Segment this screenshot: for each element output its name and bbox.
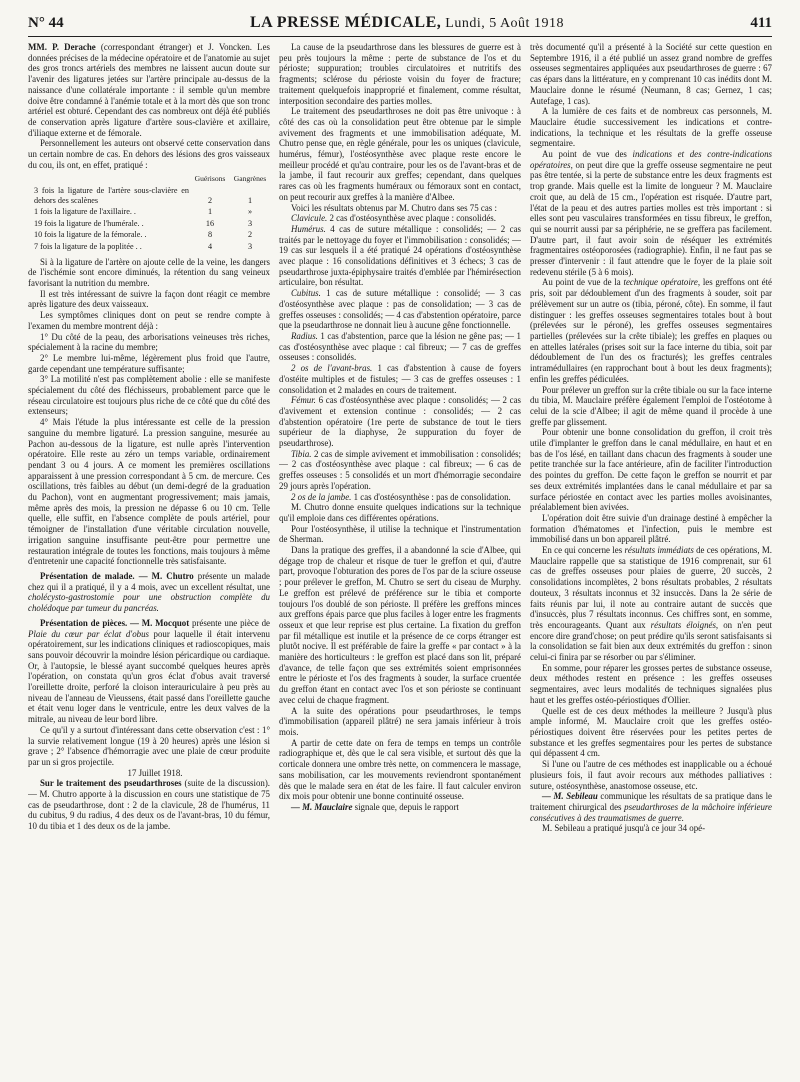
paragraph: très documenté qu'il a présenté à la Société sur cette question en Septembre 1916, il a été publié un assez grand nombre de greffes osseuses segmentaires appliquées aux pseudarthroses de guerre : 67 cas épars dans la littérature, en y comprenant 10 cas inédits dont M. Mauclaire donne le résumé (Neumann, 8 cas; Gernez, 1 cas; Autefage, 1 cas). (530, 42, 772, 106)
paragraph: 1° Du côté de la peau, des arborisations veineuses très riches, spécialement à la racine du membre; (28, 331, 270, 353)
table-header-cell: Guérisons (194, 174, 226, 184)
paragraph: 4° Mais l'étude la plus intéressante est celle de la pression sanguine du membre ligaturé. La pression sanguine, mesurée au Pachon au-dessous de la ligature, est nulle après l'intervention opératoire. Elle reste au zéro un temps variable, ordinairement pendant 3 ou 4 jours. A ce moment les premières oscillations apparaissent à une pression correspondant à 5 cm. de mercure. Ces oscillations, très faibles au début (un demi-degré de la graduation du Pachon), vont en augmentant progressivement; mais jamais, même après des mois, la pression ne dépasse 6 ou 10 cm. Telle quelle, elle suffit, en l'absence complète de pouls artériel, pour témoigner de l'installation d'une véritable circulation nouvelle, irrigation sanguine insuffisante peut-être pour permettre une restauration intégrale de toutes les fonctions, mais toujours à même d'entretenir une capacité fonctionnelle très satisfaisante. (28, 417, 270, 567)
table-cell: 10 fois la ligature de la fémorale. . (34, 230, 147, 240)
speaker-name: — M. Mauclaire (291, 801, 353, 812)
paragraph: Dans la pratique des greffes, il a abandonné la scie d'Albee, qui dégage trop de chaleur et risque de tuer le greffon et qui, d'autre part, provoque l'obturation des pores de l'os par de la sciure osseuse ; pour prélever le greffon, M. Chutro se sert du ciseau de Murphy. Le greffon est prélevé de préférence sur le tibia et comporte toujours l'os doublé de son périoste. Il préfère les greffons minces aux greffons épais parce que plus faciles à loger entre les fragments osseux et que leur reprise est plus certaine. La fixation du greffon par fil métallique est inutile et la présence de ce corps étranger est plutôt nocive. Il est préférable de faire la greffe « par contact » à la manière des horticulteurs : le greffon est placé dans son lit, préparé d'avance, de telle façon que ses extrémités soient emprisonnées entre le périoste et l'os des fragments à souder, la surface cruentée du greffon étant en contact avec l'os et son périoste se continuant avec celui de chaque fragment. (279, 545, 521, 705)
table-row (28, 218, 270, 230)
paragraph (279, 288, 521, 331)
speaker-name: — M. Sebileau (542, 791, 598, 802)
paragraph-text: présente une pièce de (189, 617, 270, 628)
table-cell: 8 (207, 230, 213, 240)
paragraph-text: de ces opérations, M. Mauclaire rappelle que sa statistique de 1916 comprenait, sur 61 cas de greffes osseuses pour plaies de guerre, 20 succès, 2 consolidations incomplètes, 2 bons résultats probables, 2 résultats douteux, 3 résultats inconnus et 32 insuccès. Dans la 2e série de faits réunis par lui, il note au contraire autant de succès que d'insuccès, plus 7 résultats inconnus. Ces chiffres sont, en somme, très encourageants. Quant aux (530, 545, 772, 630)
paragraph (28, 571, 270, 614)
table-cell: 7 fois la ligature de la poplitée . . (34, 242, 142, 251)
paragraph-text: 1 cas d'abstention, parce que la lésion ne gêne pas; — 1 cas d'ostéosynthèse avec plaque : cal fibreux; — 7 cas de greffes osseuses : consolidés. (279, 330, 521, 363)
paragraph: La cause de la pseudarthrose dans les blessures de guerre est à peu près toujours la même : perte de substance de l'os et du périoste; suppuration; troubles circulatoires et nutritifs des fragments; sclérose du périoste voisin du foyer de fracture; traitement quelquefois inapproprié et finalement, comme résultat, interposition secondaire des parties molles. (279, 42, 521, 106)
ligature-table (28, 173, 270, 252)
page-header (28, 14, 772, 37)
paragraph-text: communique les résultats de sa pratique dans le traitement chirurgical des (530, 791, 772, 812)
table-row (28, 241, 270, 253)
table-cell: 1 (207, 207, 213, 217)
paragraph (279, 331, 521, 363)
issue-date: Lundi, 5 Août 1918 (441, 16, 564, 31)
table-cell: 2 (207, 195, 213, 205)
paragraph-italic: indications et des contre-indications opératoires (530, 149, 772, 170)
paragraph-text: signale que, depuis le rapport (352, 801, 459, 812)
table-row (28, 229, 270, 241)
paragraph: M. Sebileau a pratiqué jusqu'à ce jour 34 opé- (542, 823, 706, 834)
section-heading: Sur le traitement des pseudarthroses (40, 778, 182, 789)
bone-label: Humérus. (291, 223, 326, 234)
paragraph-text: En ce qui concerne les (542, 545, 625, 556)
section-heading: Présentation de malade. — M. Chutro (40, 570, 194, 581)
paragraph-text: 4 cas de suture métallique : consolidés; — 2 cas traités par le nettoyage du foyer et l'immobilisation : consolidés; — 19 cas sur lesquels il a été pratiqué 24 opérations d'ostéosynthèse avec plaque : 16 consolidations définitives et 3 échecs; 3 cas de pseudarthrose juxta-épiphysaire traités d'emblée par l'hémirésection articulaire, bon résultat. (279, 223, 521, 288)
paragraph-text: Au point de vue de la (542, 277, 624, 288)
paragraph-text: 1 cas d'ostéosynthèse : pas de consolidation. (351, 491, 511, 502)
paragraph-italic: Plaie du cœur par éclat d'obus (28, 628, 149, 639)
paragraph-text: 2 cas de simple avivement et immobilisation : consolidés; — 2 cas d'ostéosynthèse avec plaque : cal fibreux; — 6 cas de greffes osseuses : 5 consolidés et un mort d'hémorragie secondaire 29 jours après l'opération. (279, 448, 521, 491)
table-row (28, 206, 270, 218)
paragraph-text: pour laquelle il était intervenu opératoirement, sur les indications cliniques et radioscopiques, mais sans pouvoir découvrir la moindre lésion péricardique ou cardiaque. Or, à l'autopsie, le blessé ayant succombé quelques heures après l'opération, on constata qu'un gros éclat d'obus avait traversé l'oreillette droite, perforé la cloison interauriculaire à peu près au niveau de l'anneau de Vieussens, était passé dans l'oreillette gauche et était venu loger dans le ventricule, entre les deux valves de la mitrale, au niveau de leur bord libre. (28, 628, 270, 725)
table-header-row (28, 173, 270, 185)
paragraph (279, 213, 521, 224)
paragraph (28, 618, 270, 725)
table-cell: 3 fois la ligature de l'artère sous-clavière en dehors des scalènes (34, 186, 189, 205)
paragraph: A partir de cette date on fera de temps en temps un contrôle radiographique et, dès que le cal sera visible, et surtout dès que la corticale donnera une ombre très nette, on commencera le massage, sans mobilisation, car les mouvements reviendront spontanément dès que le malade sera en état de les faire. Il faut calculer environ dix mois pour obtenir une bonne continuité osseuse. (279, 737, 521, 802)
table-cell: » (247, 207, 253, 217)
paragraph (279, 363, 521, 395)
paragraph: Si à la ligature de l'artère on ajoute celle de la veine, les dangers de l'ischémie sont encore diminués, la rétention du sang veineux favorisant la nutrition du membre. (28, 256, 270, 288)
journal-name: LA PRESSE MÉDICALE, (249, 14, 442, 31)
section-heading: Présentation de pièces. — M. Mocquot (40, 617, 190, 628)
table-cell: 1 fois la ligature de l'axillaire. . (34, 207, 136, 217)
paragraph-italic: pseudarthroses de la mâchoire inférieure consécutives à des traumatismes de guerre. (530, 801, 772, 823)
paragraph (279, 224, 521, 288)
issue-number: N° 44 (28, 15, 64, 31)
paragraph (28, 42, 270, 138)
table-cell: 16 (205, 218, 215, 228)
table-cell: 3 (247, 242, 253, 251)
authors: MM. P. Derache (28, 42, 96, 52)
paragraph: Le traitement des pseudarthroses ne doit pas être univoque : à côté des cas où la consolidation peut être obtenue par le simple avivement des fragments et une immobilisation adéquate, M. Chutro pense que, en règle générale, pour les os uniques (clavicule, humérus, fémur), l'ostéosynthèse avec plaque reste encore le meilleur procédé et qu'au contraire, pour les os de l'avant-bras et de la jambe, il faut recourir aux greffes; cependant, dans quelques rares cas où les fragments huméraux ou fémoraux sont en contact, on peut recourir aux greffes à la manière d'Albee. (279, 106, 521, 202)
bone-label: Tibia. (291, 448, 312, 459)
bone-label: 2 os de l'avant-bras. (291, 363, 373, 374)
paragraph-italic: résultats éloignés (650, 619, 716, 630)
paragraph-text: 2 cas d'ostéosynthèse avec plaque : consolidés. (327, 213, 496, 224)
paragraph: Pour prélever un greffon sur la crête tibiale ou sur la face interne du tibia, M. Mauclaire préfère également l'emploi de l'ostéotome à celui de la scie d'Albee; il agit de même quand il procède à une greffe par glissement. (530, 384, 772, 427)
paragraph-text: , on peut dire que la greffe osseuse segmentaire ne peut pas être tentée, si la perte de substance entre les deux fragments est trop grande. Mais quelle est la limite de longueur ? M. Mauclaire croit que, au delà de 15 cm., l'opération est risquée. D'autre part, l'état de la peau et des autres parties molles est très important : si elles sont peu vasculaires transformées en tissu fibreux, le greffon, qui se nourrit aussi par sa périphérie, ne se greffera pas facilement. D'autre part, il faut avoir soin de réséquer les extrémités fragmentaires ostéoporosées (radiographie). Enfin, il ne faut pas se presser d'intervenir : il faut attendre que le foyer de la plaie soit redevenu stérile (5 à 6 mois). (530, 159, 772, 277)
bone-label: Clavicule. (291, 213, 328, 224)
paragraph (530, 149, 772, 277)
paragraph: Les symptômes cliniques dont on peut se rendre compte à l'examen du membre montrent déjà : (28, 310, 270, 331)
paragraph (279, 802, 521, 813)
table-header-cell: Gangrènes (233, 174, 267, 184)
paragraph: M. Chutro donne ensuite quelques indications sur la technique qu'il emploie dans ces différentes opérations. (279, 502, 521, 523)
paragraph-text: , on n'en peut encore dire grand'chose; on peut prédire qu'ils seront satisfaisants si la consolidation se fait bien aux deux extrémités du greffon : sinon celui-ci finira par se résorber ou par s'éliminer. (530, 619, 772, 663)
paragraph (530, 791, 772, 823)
paragraph-text: , les greffons ont été pris, soit par dédoublement d'un des fragments à souder, soit par prélèvement sur un autre os (tibia, péroné, côte). En somme, il faut distinguer : les greffes osseuses segmentaires totales bout à bout (prélevées sur le péroné), les greffes osseuses segmentaires partielles (prélevées sur la crête tibiale); les greffes en plaques ou en attelles latérales (prises soit sur la face interne du tibia, soit par dédoublement de l'un des os fracturés); les greffes centrales intramédullaires (en rapprochant bout à bout les deux fragments); enfin les greffes pédiculées. (530, 277, 772, 384)
column-1 (28, 42, 270, 1072)
paragraph-italic: résultats immédiats (624, 545, 694, 556)
paragraph-text: 1 cas de suture métallique : consolidé; — 3 cas d'ostéosynthèse avec plaque : pas de consolidation; — 3 cas de greffes osseuses : consolidés; — 4 cas d'abstention opératoire, parce que la pseudarthrose ne donnait lieu à aucune gêne fonctionnelle. (279, 288, 521, 331)
bone-label: Cubitus. (291, 288, 321, 299)
paragraph: Voici les résultats obtenus par M. Chutro dans ses 75 cas : (291, 202, 497, 213)
bone-label: Fémur. (291, 395, 316, 406)
table-cell: 19 fois la ligature de l'humérale. . (34, 218, 144, 228)
table-cell: 2 (247, 230, 253, 240)
paragraph: A la lumière de ces faits et de nombreux cas personnels, M. Mauclaire étudie successivement les indications et contre-indications, la technique et les résultats de la greffe osseuse segmentaire. (530, 106, 772, 149)
paragraph: A la suite des opérations pour pseudarthroses, le temps d'immobilisation (appareil plâtré) ne sera jamais inférieur à trois mois. (279, 705, 521, 737)
paragraph (279, 449, 521, 492)
paragraph: Pour obtenir une bonne consolidation du greffon, il croit très utile d'implanter le greffon dans le canal médullaire, en haut et en bas de l'os lésé, en taillant dans chacun des fragments à souder une petite tranchée sur la face antérieure, afin de faciliter l'introduction des pointes du greffon. De cette façon le greffon se nourrit et par ses deux extrémités implantées dans le canal médullaire et par sa surface périostée en contact avec les parties molles avoisinantes, préalablement bien avivées. (530, 427, 772, 513)
paragraph-text: présente un malade chez qui il a pratiqué, il y a 4 mois, avec un excellent résultat, une (28, 570, 270, 592)
paragraph-text: Au point de vue des (542, 149, 633, 160)
paragraph (279, 395, 521, 449)
paragraph-text: (suite de la discussion). — M. Chutro apporte à la discussion en cours une statistique de 75 cas de pseudarthrose, dont : 2 de la clavicule, 28 de l'humérus, 11 du cubitus, 9 du radius, 4 des deux os de l'avant-bras, 10 du fémur, 10 du tibia et 1 des deux os de la jambe. (28, 778, 270, 832)
paragraph (28, 778, 270, 832)
table-cell: 1 (247, 195, 253, 205)
paragraph (530, 277, 772, 384)
paragraph: 3° La motilité n'est pas complètement abolie : elle se manifeste spécialement du côté des fléchisseurs, probablement parce que le réseau circulatoire est toujours plus riche de ce côté que du côté des extenseurs; (28, 374, 270, 417)
paragraph: 2° Le membre lui-même, légèrement plus froid que l'autre, garde cependant une température suffisante; (28, 352, 270, 374)
paragraph (530, 545, 772, 663)
table-row (28, 185, 270, 206)
paragraph-text: 6 cas d'ostéosynthèse avec plaque : consolidés; — 2 cas d'avivement et extension continue : consolidés; — 2 cas d'abstention opératoire (1re perte de substance de tout le tiers supérieur de la diaphyse, 2e suppuration du foyer de pseudarthrose). (279, 395, 521, 449)
page-number: 411 (750, 15, 772, 31)
paragraph: En somme, pour réparer les grosses pertes de substance osseuse, deux méthodes restent en présence : les greffes osseuses segmentaires, avec leurs modalités de techniques signalées plus haut et les greffes ostéo-périostiques d'Ollier. (530, 662, 772, 705)
paragraph: Si l'une ou l'autre de ces méthodes est inapplicable ou a échoué plusieurs fois, il faut avoir recours aux méthodes palliatives : suture, ostéosynthèse, anastomose osseuse, etc. (530, 759, 772, 791)
article-columns (28, 42, 772, 1072)
paragraph (279, 492, 521, 503)
session-date: 17 Juillet 1918. (127, 767, 183, 778)
paragraph: Quelle est de ces deux méthodes la meilleure ? Jusqu'à plus ample informé, M. Mauclaire croit que les greffes ostéo-périostiques doivent être réservées pour les petites pertes de substance et les greffes segmentaires pour les pertes de substance qui dépassent 4 cm. (530, 705, 772, 759)
bone-label: 2 os de la jambe. (291, 491, 352, 502)
table-cell: 4 (207, 242, 213, 251)
paragraph: Ce qu'il y a surtout d'intéressant dans cette observation c'est : 1° la survie relativement longue (19 à 20 heures) après une lésion si grave ; 2° l'absence d'hémorragie avec une plaie de cœur produite par un si gros projectile. (28, 724, 270, 767)
paragraph: L'opération doit être suivie d'un drainage destiné à empêcher la formation d'hématomes et l'infection, puis le membre est immobilisé dans un bon appareil plâtré. (530, 512, 772, 545)
paragraph-text: (correspondant étranger) et J. Voncken. Les données précises de la médecine opératoire et de l'anatomie au sujet des gros troncs artériels des membres ne laissent aucun doute sur l'avenir des ligatures jetées sur l'artère principale au-dessus de la naissance d'une collatérale importante : il semble qu'un membre doive être condamné à l'anémie totale et à la mort dès que son tronc artériel est obturé. Cependant des cas nombreux ont déjà été publiés de conservation après ligature d'artère sous-clavière et axillaire, d'iliaque externe et de fémorale. (28, 42, 270, 138)
column-3 (530, 42, 772, 1072)
paragraph-italic: technique opératoire (623, 277, 698, 288)
paragraph-italic: cholécysto-gastrostomie pour une obstruction complète du cholédoque par tumeur du pancréas. (28, 592, 270, 614)
bone-label: Radius. (291, 330, 318, 341)
column-2 (279, 42, 521, 1072)
paragraph: Pour l'ostéosynthèse, il utilise la technique et l'instrumentation de Sherman. (279, 523, 521, 545)
paragraph-text: 1 cas d'abstention à cause de foyers d'ostéite multiples et de fistules; — 3 cas de greffes osseuses : 1 consolidation et 2 malades en cours de traitement. (279, 363, 521, 395)
paragraph: Il est très intéressant de suivre la façon dont réagit ce membre après ligature des deux vaisseaux. (28, 288, 270, 310)
paragraph: Personnellement les auteurs ont observé cette conservation dans un certain nombre de cas. En dehors des lésions des gros vaisseaux du cou, ils ont, en effet, pratiqué : (28, 138, 270, 170)
journal-title (250, 14, 564, 32)
table-cell: 3 (247, 218, 253, 228)
